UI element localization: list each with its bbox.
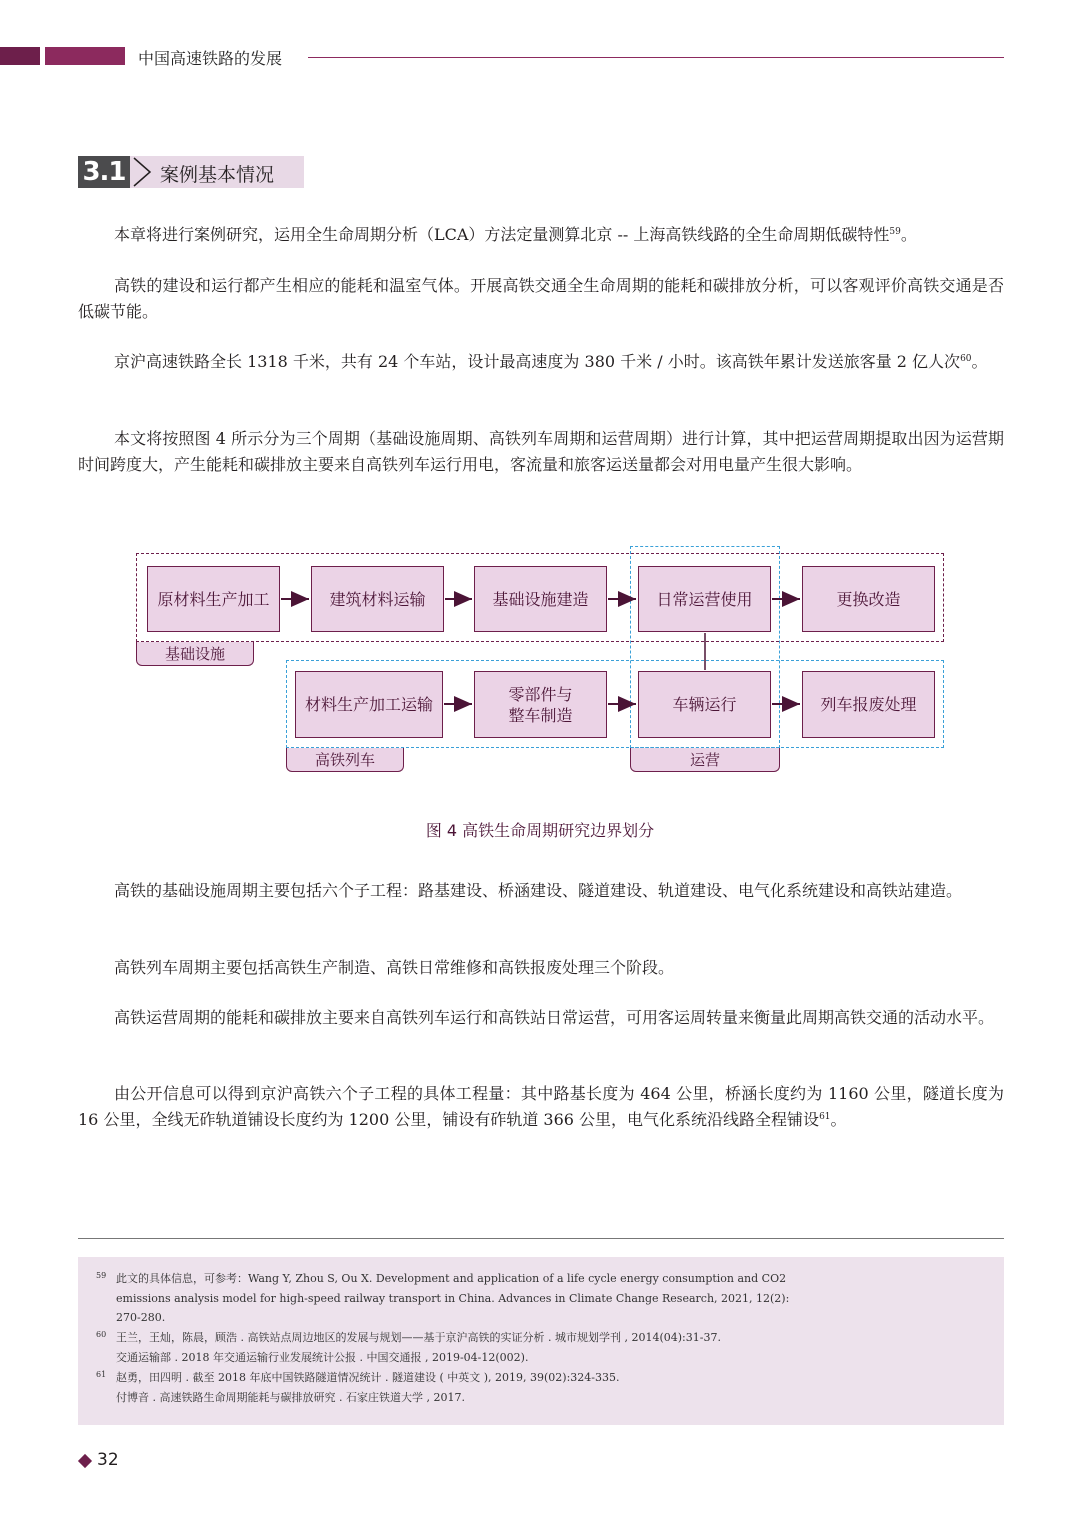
footnote-rule: [78, 1238, 1004, 1239]
paragraph-1: 本章将进行案例研究，运用全生命周期分析（LCA）方法定量测算北京 -- 上海高铁线路的全生命周期低碳特性$^{59}$。: [114, 225, 917, 244]
footnote-ref[interactable]: 60: [960, 354, 972, 364]
footnote-60: 60 王兰，王灿，陈晨，顾浩 . 高铁站点周边地区的发展与规划——基于京沪高铁的实证分析 . 城市规划学刊 , 2014(04):31-37. 交通运输部 . 2018 年交通运输行业发展统计公报 . 中国交通报 , 2019-04-12(002).: [96, 1330, 721, 1364]
node-parts-vehicle-manufacturing: 零部件与 整车制造: [474, 671, 607, 738]
node-material-processing-transport: 材料生产加工运输: [295, 671, 443, 738]
paragraph-7: 高铁运营周期的能耗和碳排放主要来自高铁列车运行和高铁站日常运营，可用客运周转量来衡量此周期高铁交通的活动水平。: [114, 1008, 995, 1027]
node-vehicle-operation: 车辆运行: [638, 671, 771, 738]
node-daily-operation: 日常运营使用: [638, 566, 771, 632]
label-high-speed-train: 高铁列车: [286, 748, 404, 772]
footnote-61: 61 赵勇，田四明 . 截至 2018 年底中国铁路隧道情况统计 . 隧道建设 ( 中英文 ), 2019, 39(02):324-335. 付博音 . 高速铁路生命周期能耗与碳排放研究 . 石家庄铁道大学 , 2017.: [96, 1370, 620, 1404]
node-building-material-transport: 建筑材料运输: [311, 566, 444, 632]
paragraph-6: 高铁列车周期主要包括高铁生产制造、高铁日常维修和高铁报废处理三个阶段。: [114, 958, 675, 977]
paragraph-4: 本文将按照图 4 所示分为三个周期（基础设施周期、高铁列车周期和运营周期）进行计算，其中把运营周期提取出因为运营期时间跨度大，产生能耗和碳排放主要来自高铁列车运行用电，客流量和旅客运送量都会对用电量产生很大影响。: [78, 429, 1004, 474]
paragraph-2: 高铁的建设和运行都产生相应的能耗和温室气体。开展高铁交通全生命周期的能耗和碳排放分析，可以客观评价高铁交通是否低碳节能。: [78, 276, 1004, 321]
node-train-scrapping: 列车报废处理: [802, 671, 935, 738]
label-operation: 运营: [630, 748, 780, 772]
section-title: 案例基本情况: [160, 164, 275, 186]
footnote-59: 59 此文的具体信息，可参考：Wang Y, Zhou S, Ou X. Development and application of a life cycle energy consumption and CO2 emissions analysis model for high-speed railway transport in China. Advances in Climate Change Research, 2021, 12(2): 270-280.: [96, 1271, 790, 1324]
label-infrastructure: 基础设施: [136, 642, 254, 666]
node-infrastructure-construction: 基础设施建造: [474, 566, 607, 632]
node-replacement: 更换改造: [802, 566, 935, 632]
node-raw-material-processing: 原材料生产加工: [147, 566, 280, 632]
page-number-diamond-icon: [78, 1454, 92, 1468]
footnote-ref[interactable]: 61: [819, 1112, 831, 1122]
running-header-title: 中国高速铁路的发展: [138, 49, 283, 68]
paragraph-5: 高铁的基础设施周期主要包括六个子工程：路基建设、桥涵建设、隧道建设、轨道建设、电气化系统建设和高铁站建造。: [114, 881, 963, 900]
section-number: 3.1: [78, 156, 130, 188]
page-number: 32: [97, 1450, 119, 1470]
figure-caption: 图 4 高铁生命周期研究边界划分: [425, 821, 655, 840]
paragraph-8: 由公开信息可以得到京沪高铁六个子工程的具体工程量：其中路基长度为 464 公里，桥涵长度约为 1160 公里，隧道长度为 16 公里，全线无砟轨道铺设长度约为 1200 公里，铺设有砟轨道 366 公里，电气化系统沿线路全程铺设$^{61}$。: [78, 1084, 1004, 1129]
paragraph-3: 京沪高速铁路全长 1318 千米，共有 24 个车站，设计最高速度为 380 千米 / 小时。该高铁年累计发送旅客量 2 亿人次$^{60}$。: [114, 352, 988, 371]
footnote-ref[interactable]: 59: [889, 227, 901, 237]
